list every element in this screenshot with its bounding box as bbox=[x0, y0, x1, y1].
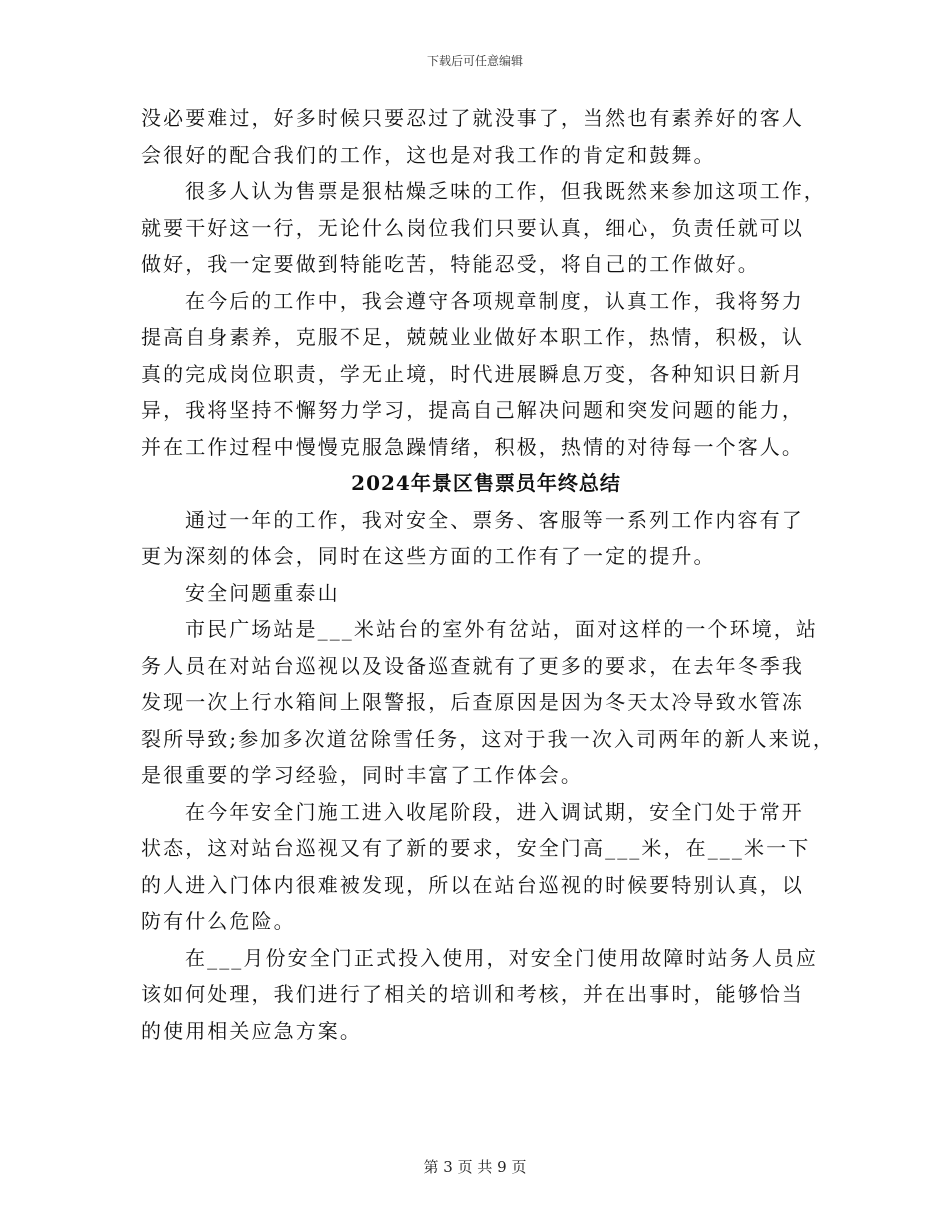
document-body bbox=[141, 100, 835, 1049]
page-footer: 第 3 页 共 9 页 bbox=[423, 1158, 527, 1176]
text-line: 真的完成岗位职责，学无止境，时代进展瞬息万变，各种知识日新月 bbox=[141, 361, 804, 386]
text-line: 状态，这对站台巡视又有了新的要求，安全门高___米，在___米一下 bbox=[141, 836, 811, 860]
text-line: 很多人认为售票是狠枯燥乏味的工作，但我既然来参加这项工作， bbox=[185, 179, 826, 203]
text-line: 通过一年的工作，我对安全、票务、客服等一系列工作内容有了 bbox=[185, 507, 804, 532]
text-line: 在___月份安全门正式投入使用，对安全门使用故障时站务人员应 bbox=[185, 945, 818, 970]
text-line: 是很重要的学习经验，同时丰富了工作体会。 bbox=[141, 763, 583, 787]
text-line: 安全问题重泰山 bbox=[185, 580, 340, 605]
text-line: 在今后的工作中，我会遵守各项规章制度，认真工作，我将努力 bbox=[185, 288, 804, 313]
text-line: 提高自身素养，克服不足，兢兢业业做好本职工作，热情，积极，认 bbox=[141, 325, 804, 349]
text-line: 就要干好这一行，无论什么岗位我们只要认真，细心，负责任就可以 bbox=[141, 215, 804, 240]
text-line: 会很好的配合我们的工作，这也是对我工作的肯定和鼓舞。 bbox=[141, 142, 716, 167]
text-line: 没必要难过，好多时候只要忍过了就没事了，当然也有素养好的客人 bbox=[141, 106, 804, 130]
text-line: 在今年安全门施工进入收尾阶段，进入调试期，安全门处于常开 bbox=[185, 799, 804, 824]
text-line: 防有什么危险。 bbox=[141, 909, 296, 933]
text-line: 市民广场站是___米站台的室外有岔站，面对这样的一个环境，站 bbox=[185, 617, 818, 641]
section-title: 2024年景区售票员年终总结 bbox=[351, 471, 621, 495]
text-line: 的使用相关应急方案。 bbox=[141, 1018, 362, 1043]
text-line: 该如何处理，我们进行了相关的培训和考核，并在出事时，能够恰当 bbox=[141, 982, 804, 1006]
text-line: 更为深刻的体会，同时在这些方面的工作有了一定的提升。 bbox=[141, 544, 716, 568]
text-line: 异，我将坚持不懈努力学习，提高自己解决问题和突发问题的能力， bbox=[141, 398, 804, 422]
text-line: 并在工作过程中慢慢克服急躁情绪，积极，热情的对待每一个客人。 bbox=[141, 434, 804, 459]
text-line: 的人进入门体内很难被发现，所以在站台巡视的时候要特别认真，以 bbox=[141, 872, 804, 897]
text-line: 务人员在对站台巡视以及设备巡查就有了更多的要求，在去年冬季我 bbox=[141, 653, 804, 678]
text-line: 发现一次上行水箱间上限警报，后查原因是因为冬天太冷导致水管冻 bbox=[141, 690, 804, 714]
text-line: 裂所导致;参加多次道岔除雪任务，这对于我一次入司两年的新人来说， bbox=[141, 726, 835, 751]
text-line: 做好，我一定要做到特能吃苦，特能忍受，将自己的工作做好。 bbox=[141, 252, 760, 276]
page-header: 下载后可任意编辑 bbox=[426, 54, 523, 68]
